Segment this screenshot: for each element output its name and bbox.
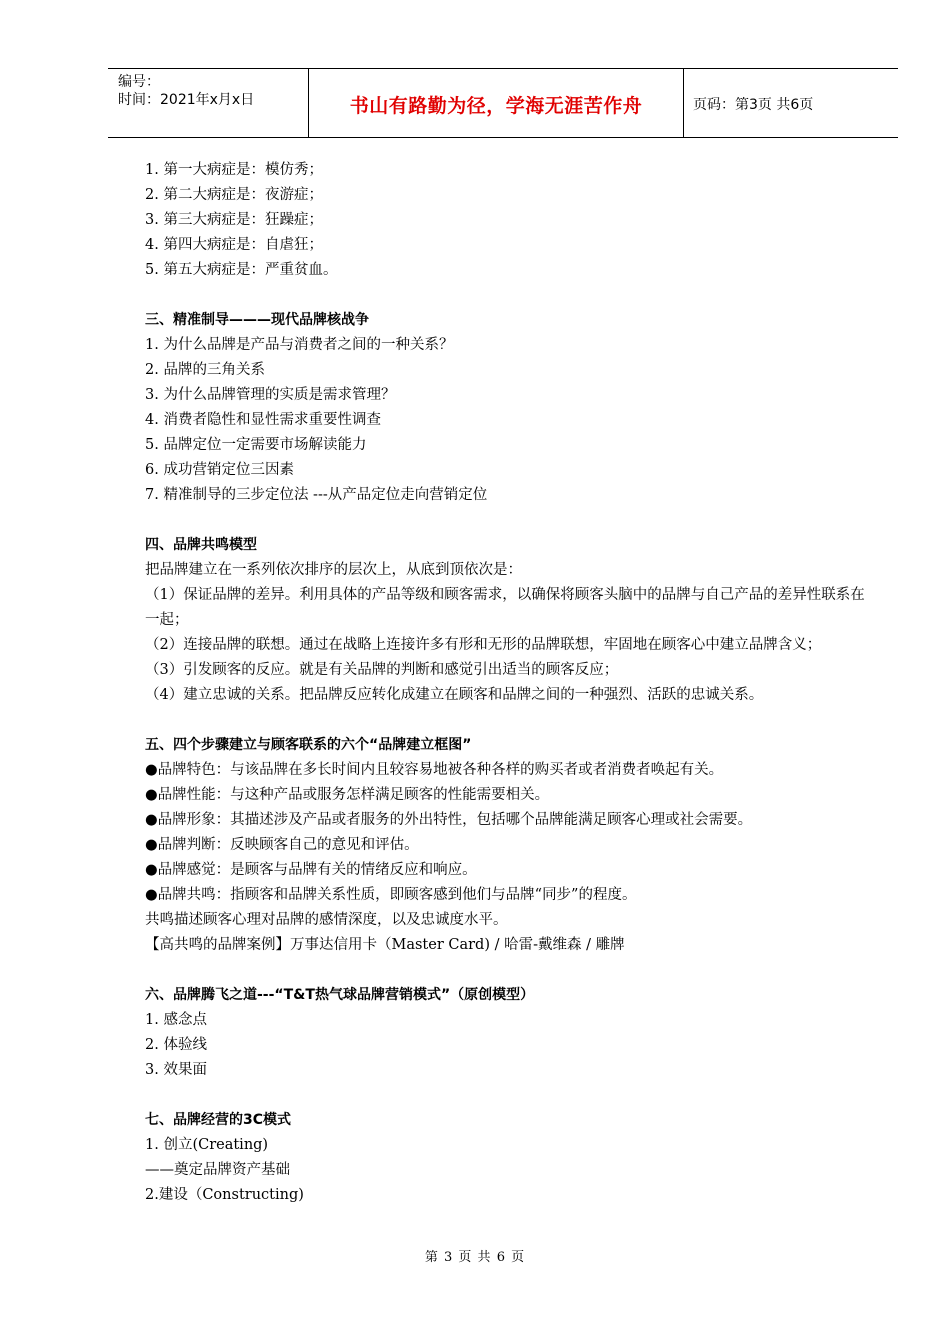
list-item: 2. 体验线 xyxy=(145,1037,207,1053)
list-item: 7. 精准制导的三步定位法 ---从产品定位走向营销定位 xyxy=(145,487,488,503)
list-item: 1. 第一大病症是：模仿秀； xyxy=(145,162,323,178)
bullet-item: ●品牌判断：反映顾客自己的意见和评估。 xyxy=(145,837,419,853)
section-heading: 四、品牌共鸣模型 xyxy=(145,537,257,553)
paragraph: （3）引发顾客的反应。就是有关品牌的判断和感觉引出适当的顾客反应； xyxy=(145,662,619,678)
list-item: 5. 第五大病症是：严重贫血。 xyxy=(145,262,338,278)
list-item: 3. 效果面 xyxy=(145,1062,207,1078)
list-item: 4. 第四大病症是：自虐狂； xyxy=(145,237,323,253)
motto: 书山有路勤为径，学海无涯苦作舟 xyxy=(349,95,643,117)
bullet-item: ●品牌形象：其描述涉及产品或者服务的外出特性，包括哪个品牌能满足顾客心理或社会需要。 xyxy=(145,812,753,828)
bullet-item: ●品牌性能：与这种产品或服务怎样满足顾客的性能需要相关。 xyxy=(145,787,550,803)
paragraph: （2）连接品牌的联想。通过在战略上连接许多有形和无形的品牌联想，牢固地在顾客心中建立品牌含义； xyxy=(145,637,822,653)
list-item: ——奠定品牌资产基础 xyxy=(145,1162,290,1178)
paragraph: 把品牌建立在一系列依次排序的层次上，从底到顶依次是： xyxy=(145,562,522,578)
section-heading: 六、品牌腾飞之道---“T&T热气球品牌营销模式”（原创模型） xyxy=(145,987,535,1003)
page-header xyxy=(108,68,898,138)
list-item: 3. 为什么品牌管理的实质是需求管理？ xyxy=(145,387,396,403)
list-item: 2.建设（Constructing) xyxy=(145,1187,304,1203)
list-item: 3. 第三大病症是：狂躁症； xyxy=(145,212,323,228)
list-item: 2. 第二大病症是：夜游症； xyxy=(145,187,323,203)
list-item: 6. 成功营销定位三因素 xyxy=(145,462,294,478)
paragraph: （4）建立忠诚的关系。把品牌反应转化成建立在顾客和品牌之间的一种强烈、活跃的忠诚关系。 xyxy=(145,687,764,703)
list-item: 5. 品牌定位一定需要市场解读能力 xyxy=(145,437,367,453)
header-center-cell xyxy=(308,69,684,137)
list-item: 1. 为什么品牌是产品与消费者之间的一种关系？ xyxy=(145,337,454,353)
section-heading: 五、四个步骤建立与顾客联系的六个“品牌建立框图” xyxy=(145,737,472,753)
header-left-cell xyxy=(108,69,308,137)
paragraph: 【高共鸣的品牌案例】万事达信用卡（Master Card) / 哈雷-戴维森 / 雕牌 xyxy=(145,937,625,953)
paragraph: （1）保证品牌的差异。利用具体的产品等级和顾客需求，以确保将顾客头脑中的品牌与自己产品的差异性联系在一起； xyxy=(145,587,865,628)
section-heading: 七、品牌经营的3C模式 xyxy=(145,1112,292,1128)
list-item: 2. 品牌的三角关系 xyxy=(145,362,265,378)
list-item: 1. 感念点 xyxy=(145,1012,207,1028)
bullet-item: ●品牌感觉：是顾客与品牌有关的情绪反应和响应。 xyxy=(145,862,477,878)
section-heading: 三、精准制导———现代品牌核战争 xyxy=(145,312,369,328)
time-label: 时间：2021年x月x日 xyxy=(118,92,255,108)
bullet-item: ●品牌共鸣：指顾客和品牌关系性质，即顾客感到他们与品牌“同步”的程度。 xyxy=(145,887,637,903)
page-footer: 第 3 页 共 6 页 xyxy=(424,1250,526,1265)
header-right-cell xyxy=(683,69,898,137)
list-item: 1. 创立(Creating) xyxy=(145,1137,269,1153)
page-info: 页码：第3页 共6页 xyxy=(693,97,814,113)
paragraph: 共鸣描述顾客心理对品牌的感情深度，以及忠诚度水平。 xyxy=(145,912,508,928)
list-item: 4. 消费者隐性和显性需求重要性调查 xyxy=(145,412,381,428)
document-body xyxy=(145,158,865,1208)
bullet-item: ●品牌特色：与该品牌在多长时间内且较容易地被各种各样的购买者或者消费者唤起有关。 xyxy=(145,762,724,778)
code-label: 编号： xyxy=(118,74,160,90)
